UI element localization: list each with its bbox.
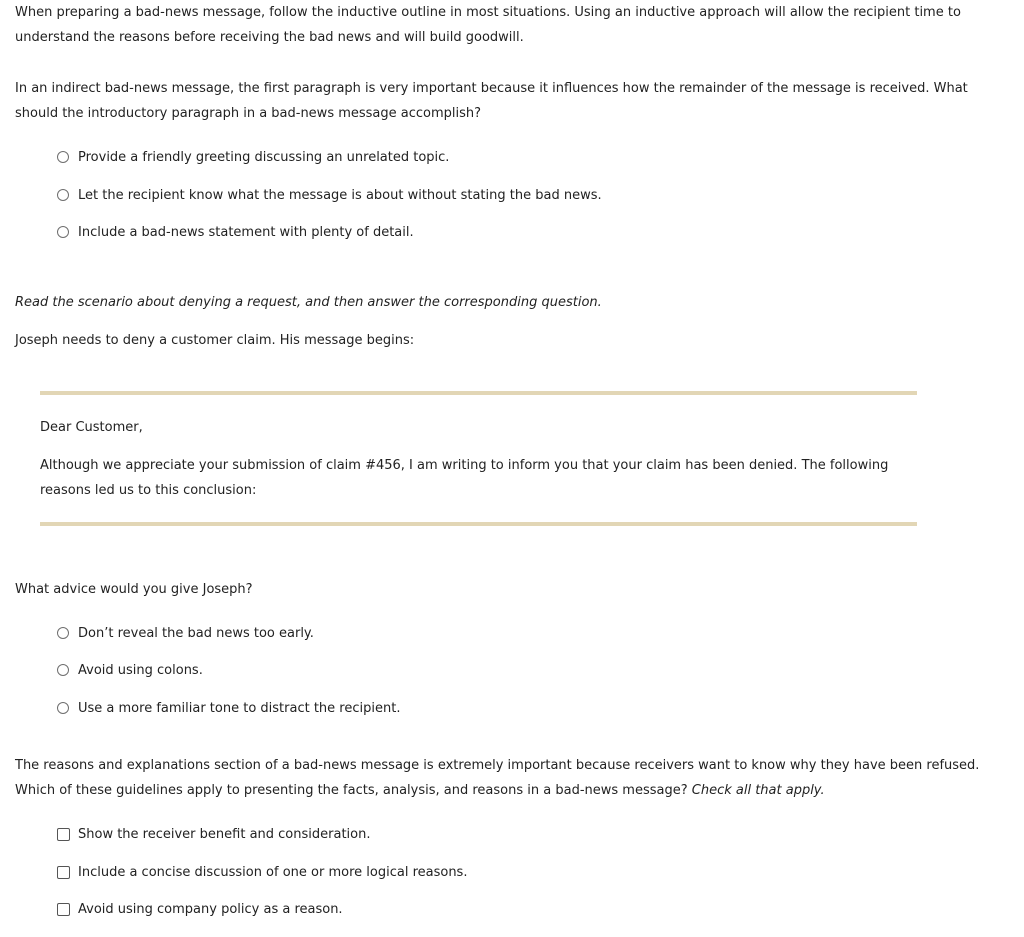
q3-option-1-label: Show the receiver benefit and consideration. bbox=[78, 826, 371, 842]
q1-option-1-label: Provide a friendly greeting discussing an unrelated topic. bbox=[78, 149, 450, 165]
q3-option-2[interactable] bbox=[57, 863, 467, 881]
radio-button[interactable] bbox=[57, 151, 69, 163]
scenario-instruction: Read the scenario about denying a request, and then answer the corresponding question. bbox=[15, 295, 602, 310]
q3-line-1: The reasons and explanations section of a bad-news message is extremely important because receivers want to know why they have been refused. bbox=[15, 758, 980, 773]
letter-top-divider bbox=[40, 391, 917, 395]
q3-prompt bbox=[15, 753, 1005, 803]
q1-option-3-label: Include a bad-news statement with plenty of detail. bbox=[78, 224, 414, 240]
q3-line-2: Which of these guidelines apply to presenting the facts, analysis, and reasons in a bad-news message? bbox=[15, 783, 692, 798]
intro-paragraph bbox=[15, 0, 1005, 50]
q3-option-3-label: Avoid using company policy as a reason. bbox=[78, 901, 343, 917]
letter-body bbox=[40, 453, 910, 503]
checkbox[interactable] bbox=[57, 828, 70, 841]
q1-option-2-label: Let the recipient know what the message is about without stating the bad news. bbox=[78, 187, 602, 203]
scenario-setup: Joseph needs to deny a customer claim. His message begins: bbox=[15, 333, 415, 348]
q2-option-1-label: Don’t reveal the bad news too early. bbox=[78, 625, 314, 641]
q2-option-2-label: Avoid using colons. bbox=[78, 662, 203, 678]
radio-button[interactable] bbox=[57, 226, 69, 238]
q1-option-2[interactable] bbox=[57, 186, 602, 204]
q3-option-3[interactable] bbox=[57, 900, 343, 918]
q1-prompt bbox=[15, 76, 1005, 126]
letter-line-1: Although we appreciate your submission of claim #456, I am writing to inform you that your claim has been denied. The following bbox=[40, 458, 889, 473]
q3-option-1[interactable] bbox=[57, 825, 370, 843]
q1-option-3[interactable] bbox=[57, 223, 414, 241]
intro-line-1: When preparing a bad-news message, follow the inductive outline in most situations. Using an inductive approach will allow the recipient time to bbox=[15, 5, 961, 20]
letter-bottom-divider bbox=[40, 522, 917, 526]
q1-option-1[interactable] bbox=[57, 148, 449, 166]
checkbox[interactable] bbox=[57, 866, 70, 879]
q2-option-3-label: Use a more familiar tone to distract the recipient. bbox=[78, 700, 401, 716]
radio-button[interactable] bbox=[57, 664, 69, 676]
radio-button[interactable] bbox=[57, 702, 69, 714]
q3-check-all-hint: Check all that apply. bbox=[691, 783, 825, 798]
q3-option-2-label: Include a concise discussion of one or more logical reasons. bbox=[78, 864, 468, 880]
q1-line-2: should the introductory paragraph in a bad-news message accomplish? bbox=[15, 106, 482, 121]
q2-option-3[interactable] bbox=[57, 699, 400, 717]
letter-greeting: Dear Customer, bbox=[40, 420, 143, 435]
q2-option-2[interactable] bbox=[57, 661, 203, 679]
intro-line-2: understand the reasons before receiving the bad news and will build goodwill. bbox=[15, 30, 524, 45]
checkbox[interactable] bbox=[57, 903, 70, 916]
q1-line-1: In an indirect bad-news message, the first paragraph is very important because it influences how the remainder of the message is received. What bbox=[15, 81, 968, 96]
q2-option-1[interactable] bbox=[57, 624, 314, 642]
letter-line-2: reasons led us to this conclusion: bbox=[40, 483, 257, 498]
radio-button[interactable] bbox=[57, 189, 69, 201]
radio-button[interactable] bbox=[57, 627, 69, 639]
q2-prompt: What advice would you give Joseph? bbox=[15, 582, 253, 597]
